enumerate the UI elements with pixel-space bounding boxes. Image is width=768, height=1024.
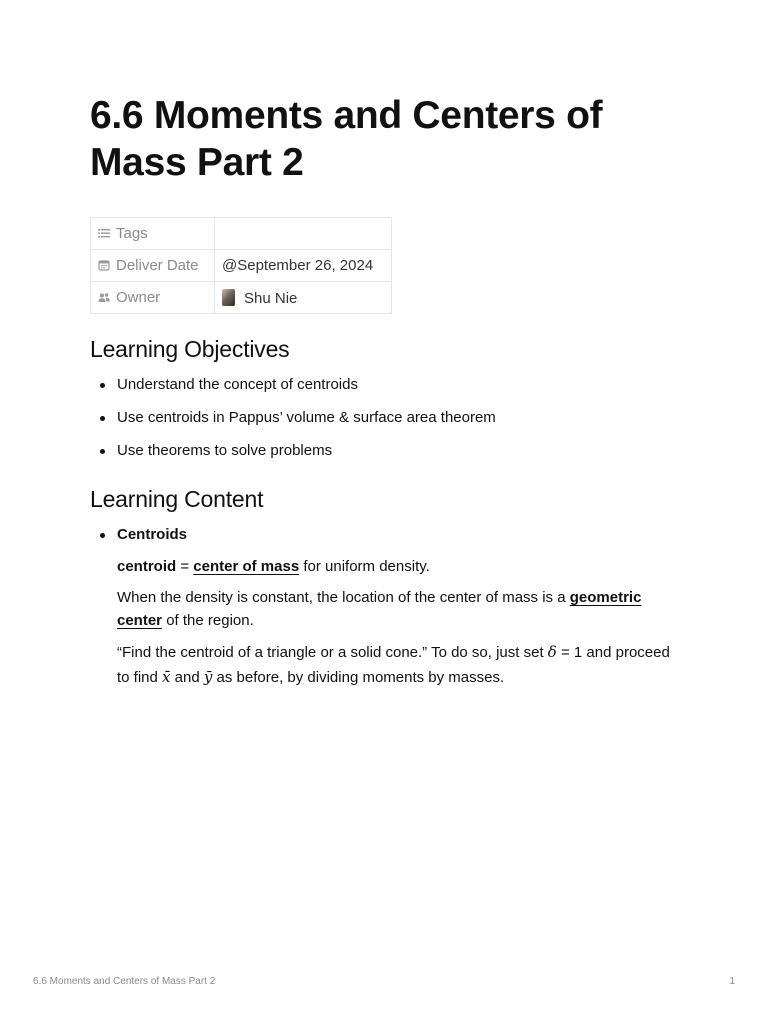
property-key bbox=[91, 218, 215, 250]
list-item bbox=[90, 524, 670, 690]
property-value[interactable]: @September 26, 2024 bbox=[215, 250, 392, 282]
objectives-list bbox=[90, 374, 670, 473]
text: = bbox=[176, 558, 194, 575]
text: as before, by dividing moments by masses. bbox=[212, 669, 505, 686]
list-item: Understand the concept of centroids bbox=[90, 374, 670, 396]
owner-name: Shu Nie bbox=[244, 289, 298, 307]
math-y-bar: ȳ bbox=[203, 668, 213, 686]
paragraph bbox=[117, 555, 670, 578]
page-title: 6.6 Moments and Centers of Mass Part 2 bbox=[90, 94, 603, 184]
page-footer bbox=[33, 976, 735, 987]
content-list bbox=[90, 524, 670, 690]
list-item: Use theorems to solve problems bbox=[90, 440, 670, 462]
property-value[interactable] bbox=[215, 218, 392, 250]
center-of-mass-link[interactable]: center of mass bbox=[193, 558, 300, 575]
list-icon bbox=[98, 226, 110, 238]
properties-table bbox=[90, 217, 392, 314]
math-x-bar: x̄ bbox=[162, 668, 171, 686]
content-heading: Learning Content bbox=[90, 486, 264, 512]
geometric-center-link[interactable]: geometric center bbox=[117, 589, 642, 629]
property-row-deliver-date bbox=[91, 250, 392, 282]
item-title: Centroids bbox=[117, 526, 188, 543]
property-row-owner bbox=[91, 282, 392, 314]
property-key bbox=[91, 250, 215, 282]
term: centroid bbox=[117, 558, 177, 575]
math-delta: δ bbox=[547, 643, 557, 661]
text: for uniform density. bbox=[299, 558, 430, 575]
page-number: 1 bbox=[729, 976, 735, 987]
objectives-heading: Learning Objectives bbox=[90, 336, 290, 362]
property-key bbox=[91, 282, 215, 314]
text: of the region. bbox=[162, 612, 254, 629]
paragraph bbox=[117, 586, 670, 632]
text: and bbox=[170, 669, 204, 686]
text: “Find the centroid of a triangle or a solid cone.” To do so, just set bbox=[117, 644, 548, 661]
property-row-tags bbox=[91, 218, 392, 250]
avatar bbox=[222, 289, 235, 306]
property-value[interactable] bbox=[215, 282, 392, 314]
paragraph bbox=[117, 640, 670, 690]
people-icon bbox=[98, 290, 110, 302]
list-item: Use centroids in Pappus’ volume & surface area theorem bbox=[90, 407, 670, 429]
text: = 1 and proceed to find bbox=[117, 644, 670, 686]
text: When the density is constant, the location of the center of mass is a bbox=[117, 589, 570, 606]
calendar-icon bbox=[98, 258, 110, 270]
property-key-label: Owner bbox=[116, 289, 161, 306]
property-key-label: Deliver Date bbox=[116, 257, 199, 274]
property-key-label: Tags bbox=[116, 225, 148, 242]
footer-title: 6.6 Moments and Centers of Mass Part 2 bbox=[33, 976, 216, 987]
